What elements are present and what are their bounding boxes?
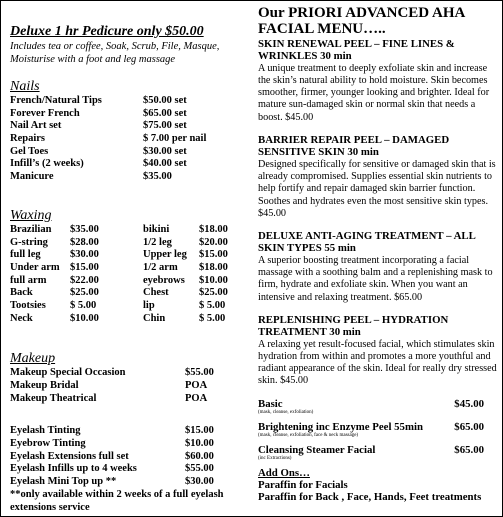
nails-item-price: $35.00 [143, 171, 172, 183]
facial-basic-name: Cleansing Steamer Facial [258, 443, 376, 456]
waxing-price: $22.00 [70, 274, 99, 286]
eyelash-list [10, 425, 250, 488]
facial-basic-price: $65.00 [454, 443, 484, 456]
waxing-heading: Waxing [10, 207, 52, 223]
treatment-heading: BARRIER REPAIR PEEL – DAMAGED SENSITIVE SKIN 30 min [258, 134, 450, 159]
waxing-service: 1/2 arm [143, 261, 178, 273]
treatment-block [258, 230, 498, 304]
waxing-price: $18.00 [199, 261, 228, 273]
nails-item-name: Manicure [10, 171, 54, 183]
facial-basic-subtext: (inc Extractions) [258, 455, 292, 461]
treatment-heading: SKIN RENEWAL PEEL – FINE LINES & WRINKLES 30 min [258, 38, 455, 63]
nails-heading: Nails [10, 79, 40, 94]
waxing-price: $ 5.00 [199, 312, 226, 324]
eyelash-item-price: $55.00 [185, 463, 214, 475]
makeup-item-price: $55.00 [185, 367, 214, 379]
nails-row [10, 133, 250, 146]
eyelash-item-name: Eyebrow Tinting [10, 438, 86, 450]
addons-list [258, 479, 498, 504]
facial-basic-name: Brightening inc Enzyme Peel 55min [258, 420, 423, 433]
waxing-row [10, 224, 250, 237]
waxing-price: $25.00 [70, 287, 99, 299]
waxing-service: 1/2 leg [143, 236, 172, 248]
waxing-service: Tootsies [10, 299, 46, 311]
facial-basic-row [258, 421, 498, 433]
nails-item-price: $30.00 set [143, 145, 187, 157]
eyelash-row [10, 476, 250, 489]
waxing-row [10, 287, 250, 300]
treatment-description: A relaxing yet result-focused facial, which stimulates skin hydration from within and promotes a more youthful and radiant appearance of the skin. Ideal for really dry stressed skin. $45.00 [258, 338, 497, 387]
nails-item-price: $ 7.00 per nail [143, 133, 207, 145]
makeup-item-price: POA [185, 380, 208, 391]
waxing-service: full leg [10, 249, 41, 261]
waxing-row [10, 237, 250, 250]
eyelash-item-price: $30.00 [185, 476, 214, 488]
waxing-service: Chest [143, 287, 169, 299]
eyelash-note-line2: extensions service [10, 501, 90, 513]
nails-item-name: Gel Toes [10, 145, 49, 157]
waxing-row [10, 275, 250, 288]
eyelash-item-name: Eyelash Infills up to 4 weeks [10, 463, 137, 475]
pedicure-description: Includes tea or coffee, Soak, Scrub, File, Masque, Moisturise with a foot and leg massage [10, 41, 220, 65]
eyelash-note-line1: **only available within 2 weeks of a full eyelash [10, 488, 224, 500]
treatment-description: A unique treatment to deeply exfoliate skin and increase the skin’s natural ability to hold moisture. Skin becomes smoother, firmer, younger looking and brighter. Ideal for mature sun-damaged skin or normal skin that needs a boost. $45.00 [258, 62, 490, 123]
waxing-price: $10.00 [199, 274, 228, 286]
waxing-price: $15.00 [70, 261, 99, 273]
facial-basic-item [258, 421, 498, 439]
waxing-list [10, 224, 250, 326]
eyelash-item-price: $60.00 [185, 450, 214, 462]
makeup-item-name: Makeup Theatrical [10, 392, 97, 404]
treatment-block [258, 314, 498, 388]
eyelash-row [10, 438, 250, 451]
nails-item-price: $50.00 set [143, 95, 187, 106]
facial-basic-subtext: (mask, cleanse, exfoliation, face & neck massage) [258, 432, 359, 438]
nails-item-price: $65.00 set [143, 107, 187, 119]
nails-row [10, 95, 250, 108]
left-column [10, 2, 250, 514]
eyelash-row [10, 451, 250, 464]
waxing-service: Chin [143, 312, 166, 324]
treatment-description: Designed specifically for sensitive or damaged skin that is already compromised. Supplies essential skin nutrients to help fortify and repair damaged skin barrier function. Soothes and hydrates even the most sensitive skin types. $45.00 [258, 158, 496, 219]
nails-list [10, 95, 250, 184]
waxing-price: $18.00 [199, 223, 228, 235]
facial-basic-item [258, 398, 498, 416]
nails-row [10, 108, 250, 121]
waxing-service: Upper leg [143, 249, 187, 261]
waxing-row [10, 300, 250, 313]
basics-list [258, 398, 498, 462]
makeup-heading: Makeup [10, 351, 56, 367]
makeup-row [10, 393, 250, 406]
facial-basic-name: Basic [258, 397, 283, 410]
waxing-service: Under arm [10, 261, 60, 273]
nails-item-price: $40.00 set [143, 158, 187, 170]
waxing-price: $28.00 [70, 236, 99, 248]
facial-basic-subtext: (mask, cleanse, exfoliation) [258, 409, 314, 415]
eyelash-item-price: $10.00 [185, 438, 214, 450]
addon-item: Paraffin for Back , Face, Hands, Feet treatments [258, 491, 482, 504]
facial-basic-item [258, 444, 498, 462]
makeup-item-name: Makeup Special Occasion [10, 367, 126, 379]
waxing-price: $ 5.00 [70, 299, 97, 311]
waxing-price: $10.00 [70, 312, 99, 324]
facial-basic-row [258, 398, 498, 410]
nails-item-price: $75.00 set [143, 120, 187, 132]
nails-row [10, 120, 250, 133]
waxing-service: Back [10, 287, 33, 299]
makeup-row [10, 367, 250, 380]
facial-title-line2: FACIAL MENU….. [258, 21, 386, 37]
waxing-row [10, 262, 250, 275]
waxing-row [10, 313, 250, 326]
nails-row [10, 158, 250, 171]
waxing-service: full arm [10, 274, 47, 286]
eyelash-row [10, 425, 250, 438]
waxing-service: Brazilian [10, 223, 52, 235]
waxing-service: lip [143, 299, 155, 311]
addon-item: Paraffin for Facials [258, 479, 348, 492]
waxing-price: $35.00 [70, 223, 99, 235]
waxing-price: $20.00 [199, 236, 228, 248]
eyelash-item-price: $15.00 [185, 425, 214, 437]
facial-title-line1: Our PRIORI ADVANCED AHA [258, 5, 466, 21]
addons-heading: Add Ons… [258, 466, 310, 479]
waxing-price: $30.00 [70, 249, 99, 261]
treatment-heading: DELUXE ANTI-AGING TREATMENT – ALL SKIN TYPES 55 min [258, 230, 476, 255]
makeup-item-price: POA [185, 392, 208, 404]
waxing-service: eyebrows [143, 274, 185, 286]
eyelash-item-name: Eyelash Mini Top up ** [10, 476, 117, 488]
waxing-row [10, 249, 250, 262]
nails-item-name: Forever French [10, 107, 80, 119]
treatment-heading: REPLENISHING PEEL – HYDRATION TREATMENT 30 min [258, 313, 449, 339]
treatments-list [258, 38, 498, 388]
nails-item-name: French/Natural Tips [10, 95, 102, 106]
eyelash-item-name: Eyelash Extensions full set [10, 450, 129, 462]
waxing-service: G-string [10, 236, 48, 248]
nails-item-name: Nail Art set [10, 120, 62, 132]
treatment-description: A superior boosting treatment incorporating a facial massage with a soothing balm and a replenishing mask to firm, hydrate and exfoliate skin. When you want an intensive and relaxing treatment. $65.00 [258, 254, 493, 303]
waxing-price: $25.00 [199, 287, 228, 299]
treatment-block [258, 38, 498, 124]
facial-basic-price: $45.00 [454, 397, 484, 410]
waxing-service: Neck [10, 312, 33, 324]
treatment-block [258, 134, 498, 220]
waxing-service: bikini [143, 223, 170, 235]
makeup-list [10, 367, 250, 405]
eyelash-row [10, 463, 250, 476]
facial-basic-price: $65.00 [454, 420, 484, 433]
pedicure-title: Deluxe 1 hr Pedicure only $50.00 [10, 24, 204, 39]
nails-item-name: Infill’s (2 weeks) [10, 158, 84, 170]
nails-row [10, 171, 250, 184]
nails-row [10, 146, 250, 159]
nails-item-name: Repairs [10, 133, 45, 145]
facial-basic-row [258, 444, 498, 456]
waxing-price: $ 5.00 [199, 299, 226, 311]
makeup-item-name: Makeup Bridal [10, 380, 79, 391]
eyelash-item-name: Eyelash Tinting [10, 425, 81, 437]
right-column [258, 5, 498, 504]
waxing-price: $15.00 [199, 249, 228, 261]
makeup-row [10, 380, 250, 393]
